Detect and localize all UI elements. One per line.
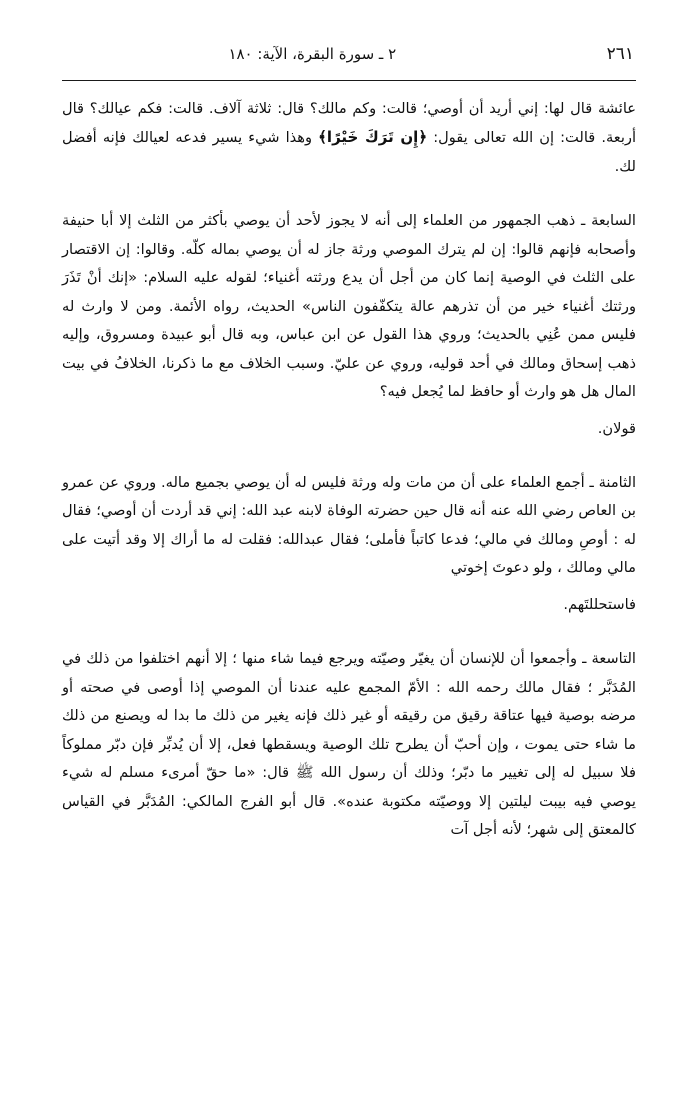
header-title: ٢ ـ سورة البقرة، الآية: ١٨٠ <box>228 45 397 63</box>
paragraph-1-text-after: وهذا شيء يسير فدعه لعيالك فإنه أفضل لك. <box>62 129 636 175</box>
paragraph-3 <box>62 469 636 583</box>
prophet-honorific-symbol: ﷺ <box>295 764 314 782</box>
paragraph-1 <box>62 95 636 181</box>
paragraph-3-tail: فاستحللتَهم. <box>563 595 636 613</box>
paragraph-3-text: الثامنة ـ أجمع العلماء على أن من مات وله ورثة فليس له أن يوصي بجميع ماله. وروي عن عمرو بن العاص رضي الله عنه أنه قال حين حضرته الوفاة لابنه عبد الله: إني قد أردت أن أوصي؛ فقال له : أوصِ ومالك في مالي؛ فدعا كاتباً فأملى؛ فقال عبدالله: فقلت له ما أراك إلا وقد أتيت على مالي ومالك ، ولو دعوتَ إخوتي <box>62 473 636 577</box>
page-header <box>62 44 636 80</box>
paragraph-1-text-before: عائشة قال لها: إني أريد أن أوصي؛ قالت: وكم مالك؟ قال: ثلاثة آلاف. قالت: فكم عيالك؟ قال أربعة. قالت: إن الله تعالى يقول: <box>62 100 636 147</box>
paragraph-2-tail: قولان. <box>597 419 636 437</box>
paragraph-4-text: التاسعة ـ وأجمعوا أن للإنسان أن يغيّر وصيّته ويرجع فيما شاء منها ؛ إلا أنهم اختلفوا من ذلك في المُدَبَّر ؛ فقال مالك رحمه الله : الأمّ المجمع عليه عندنا أن الموصي إذا أوصى في صحته أو مرضه بوصية فيها عتاقة رقيق من رقيقه أو غير ذلك فإنه يغير من ذلك ما بدا له ويصنع من ذلك ما شاء حتى يموت ، وإن أحبّ أن يطرح تلك الوصية ويسقطها فعل، إلا أن يُدبِّر فإن دبّر مملوكاً فلا سبيل له إلى تغيير ما دبّر؛ وذلك أن رسول الله <box>62 650 636 782</box>
paragraph-4-text-after: قال: «ما حقّ أمرىء مسلم له شيء يوصي فيه بيبت ليلتين إلا ووصيّته مكتوبة عنده». قال أبو الفرج المالكي: المُدَبَّر في القياس كالمعتق إلى شهر؛ لأنه أجل آت <box>62 764 636 838</box>
header-divider <box>62 80 636 81</box>
paragraph-2 <box>62 207 636 406</box>
page-number: ٢٦١ <box>606 44 634 64</box>
paragraph-4 <box>62 645 636 844</box>
paragraph-2-text: السابعة ـ ذهب الجمهور من العلماء إلى أنه لا يجوز لأحد أن يوصي بأكثر من الثلث إلا أبا حنيفة وأصحابه فإنهم قالوا: إن لم يترك الموصي ورثة جاز له أن يوصي بماله كلّه. وقالوا: إن الاقتصار على الثلث في الوصية إنما كان من أجل أن يدع ورثته أغنياء؛ لقوله عليه السلام: «إنك أنْ تَذَرَ ورثتك أغنياء خير من أن تذرهم عالة يتكفّفون الناس» الحديث، رواه الأئمة. ومن لا وارث له فليس ممن عُنِي بالحديث؛ وروي هذا القول عن ابن عباس، وبه قال أبو عبيدة ومسروق، وإليه ذهب إسحاق ومالك في أحد قوليه، وروي عن عليّ. وسبب الخلاف مع ما ذكرنا، الخلافُ في بيت المال هل هو وارث أو حافظ لما يُجعل فيه؟ <box>62 212 636 401</box>
page-body <box>62 95 636 844</box>
quran-quote: ﴿إِن تَرَكَ خَيْرًا﴾ <box>318 128 428 147</box>
